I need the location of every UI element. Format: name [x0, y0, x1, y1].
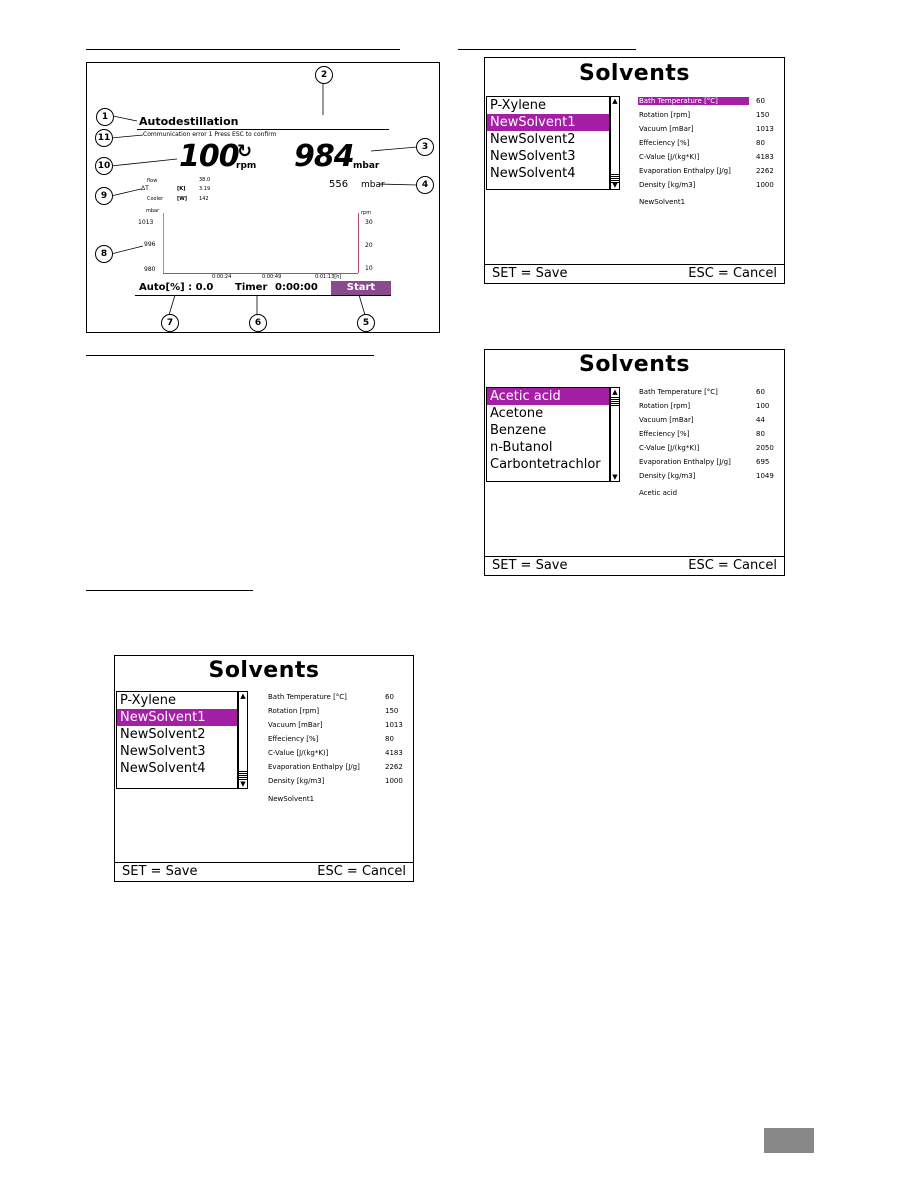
param-label: Evaporation Enthalpy [J/g] [639, 458, 731, 466]
param-label: C-Value [J/(kg*K)] [268, 749, 329, 757]
callout-lines [87, 63, 439, 332]
param-label: Evaporation Enthalpy [J/g] [639, 167, 731, 175]
delta-t-label: ΔT [141, 185, 149, 192]
param-value: 44 [756, 416, 765, 424]
param-value: 2262 [385, 763, 403, 771]
param-value: 80 [385, 735, 394, 743]
param-row [638, 430, 765, 438]
footer-bar [485, 264, 784, 283]
param-row [638, 97, 765, 105]
list-item[interactable]: NewSolvent4 [120, 761, 206, 776]
solvent-name: NewSolvent1 [639, 198, 686, 206]
callout-11: 11 [95, 129, 113, 147]
callout-1: 1 [96, 108, 114, 126]
param-label[interactable]: Bath Temperature [°C] [638, 97, 749, 105]
param-label: Effeciency [%] [639, 139, 690, 147]
param-row [638, 181, 774, 189]
w-unit: [W] [177, 196, 188, 202]
param-value: 4183 [385, 749, 403, 757]
callout-4: 4 [416, 176, 434, 194]
w-value: 142 [199, 196, 209, 202]
pressure-value: 984 [294, 139, 354, 174]
flow-value: 38.0 [199, 177, 211, 183]
list-item[interactable]: Carbontetrachlor [490, 457, 601, 472]
param-value: 1013 [385, 721, 403, 729]
setpoint-unit: mbar [361, 180, 385, 190]
param-value: 60 [385, 693, 394, 701]
solvent-name: Acetic acid [639, 489, 678, 497]
param-row [638, 153, 774, 161]
list-item[interactable]: NewSolvent4 [490, 166, 576, 181]
list-item-selected[interactable]: NewSolvent1 [117, 709, 237, 726]
list-item[interactable]: P-Xylene [490, 98, 547, 113]
param-value: 80 [756, 139, 765, 147]
param-label: Vacuum [mBar] [639, 125, 694, 133]
param-label: Vacuum [mBar] [268, 721, 323, 729]
param-value: 100 [756, 402, 770, 410]
param-value: 1013 [756, 125, 774, 133]
left-tick: 996 [144, 241, 156, 248]
section-rule [86, 590, 253, 591]
page-number-box [764, 1128, 814, 1153]
scroll-up-icon[interactable]: ▲ [612, 97, 618, 105]
save-hint[interactable]: SET = Save [492, 558, 568, 573]
param-row [638, 111, 769, 119]
footer-bar [115, 862, 413, 881]
param-label: C-Value [J/(kg*K)] [639, 153, 700, 161]
callout-5: 5 [357, 314, 375, 332]
param-row [638, 125, 774, 133]
param-row [638, 458, 769, 466]
list-item[interactable]: Acetone [490, 406, 544, 421]
scroll-down-icon[interactable]: ▼ [240, 780, 246, 788]
left-axis-unit: mbar [146, 208, 160, 214]
param-row [638, 167, 774, 175]
param-value: 60 [756, 97, 765, 105]
param-label: Vacuum [mBar] [639, 416, 694, 424]
param-label: Effeciency [%] [639, 430, 690, 438]
param-value: 4183 [756, 153, 774, 161]
param-row [638, 472, 774, 480]
scroll-up-icon[interactable]: ▲ [612, 388, 618, 396]
param-label: Bath Temperature [°C] [639, 388, 718, 396]
k-value: 3.19 [199, 186, 211, 192]
list-item-selected[interactable]: NewSolvent1 [487, 114, 609, 131]
scroll-thumb[interactable] [611, 396, 619, 406]
param-label: Effeciency [%] [268, 735, 319, 743]
k-unit: [K] [177, 186, 186, 192]
error-message: Communication error 1 Press ESC to confirm [143, 131, 277, 138]
list-item-selected[interactable]: Acetic acid [487, 388, 609, 405]
start-button[interactable]: Start [331, 281, 391, 295]
autodestillation-screen [86, 62, 440, 333]
callout-8: 8 [95, 245, 113, 263]
solvents-title: Solvents [578, 352, 691, 377]
param-value: 150 [385, 707, 399, 715]
callout-3: 3 [416, 138, 434, 156]
timer-value: 0:00:00 [275, 282, 318, 293]
param-row [638, 444, 774, 452]
right-tick: 30 [365, 219, 373, 226]
list-scrollbar[interactable] [610, 96, 620, 190]
solvents-screen [114, 655, 414, 882]
param-row [638, 416, 765, 424]
section-rule [458, 49, 636, 50]
solvents-title: Solvents [208, 658, 320, 683]
callout-10: 10 [95, 157, 113, 175]
screen-title: Autodestillation [139, 115, 239, 128]
param-row [267, 749, 403, 757]
list-item[interactable]: NewSolvent3 [490, 149, 576, 164]
scroll-down-icon[interactable]: ▼ [612, 473, 618, 481]
speed-value: 100 [179, 139, 239, 174]
list-item[interactable]: NewSolvent3 [120, 744, 206, 759]
param-value: 80 [756, 430, 765, 438]
list-scrollbar[interactable] [238, 691, 248, 789]
list-scrollbar[interactable] [610, 387, 620, 482]
left-tick: 1013 [138, 219, 154, 226]
param-value: 60 [756, 388, 765, 396]
param-value: 1049 [756, 472, 774, 480]
param-value: 150 [756, 111, 770, 119]
cooler-label: Cooler [147, 196, 164, 202]
param-label: Rotation [rpm] [268, 707, 320, 715]
speed-unit: rpm [236, 161, 257, 171]
param-label: Density [kg/m3] [639, 181, 696, 189]
pressure-unit: mbar [353, 161, 380, 171]
param-label: Evaporation Enthalpy [J/g] [268, 763, 360, 771]
callout-2: 2 [315, 66, 333, 84]
time-tick: 0:00:24 [212, 274, 232, 280]
param-row [267, 707, 398, 715]
param-row [267, 735, 394, 743]
param-row [267, 777, 403, 785]
param-label: Density [kg/m3] [639, 472, 696, 480]
solvent-list[interactable] [116, 691, 238, 789]
param-value: 695 [756, 458, 770, 466]
param-value: 1000 [756, 181, 774, 189]
param-label: C-Value [J/(kg*K)] [639, 444, 700, 452]
list-item[interactable]: NewSolvent2 [490, 132, 576, 147]
section-rule [86, 49, 400, 50]
rotation-icon: ↻ [237, 141, 253, 162]
callout-6: 6 [249, 314, 267, 332]
save-hint[interactable]: SET = Save [122, 864, 198, 879]
solvents-screen [484, 57, 785, 284]
setpoint-value: 556 [329, 179, 349, 190]
param-row [267, 721, 403, 729]
param-row [638, 139, 765, 147]
solvent-name: NewSolvent1 [268, 795, 315, 803]
scroll-down-icon[interactable]: ▼ [612, 181, 618, 189]
solvent-list[interactable] [486, 96, 610, 190]
timer-label: Timer [235, 282, 268, 293]
param-label: Rotation [rpm] [639, 402, 691, 410]
cancel-hint[interactable]: ESC = Cancel [317, 864, 406, 879]
param-value: 1000 [385, 777, 403, 785]
right-tick: 10 [365, 265, 373, 272]
param-row [638, 402, 769, 410]
scroll-thumb[interactable] [239, 770, 247, 780]
solvent-list[interactable] [486, 387, 610, 482]
list-item[interactable]: P-Xylene [120, 693, 177, 708]
callout-9: 9 [95, 187, 113, 205]
param-label: Density [kg/m3] [268, 777, 325, 785]
cancel-hint[interactable]: ESC = Cancel [688, 558, 777, 573]
param-label: Rotation [rpm] [639, 111, 691, 119]
time-tick: 0:01:13[h] [315, 274, 342, 280]
param-row [267, 763, 403, 771]
cancel-hint[interactable]: ESC = Cancel [688, 266, 777, 281]
section-rule [86, 355, 374, 356]
left-tick: 980 [144, 266, 156, 273]
param-row [267, 693, 394, 701]
solvents-screen [484, 349, 785, 576]
param-row [638, 388, 765, 396]
right-tick: 20 [365, 242, 373, 249]
auto-percent: Auto[%] : 0.0 [139, 282, 214, 293]
right-axis-unit: rpm [361, 210, 372, 216]
list-item[interactable]: n-Butanol [490, 440, 553, 455]
list-item[interactable]: Benzene [490, 423, 547, 438]
solvents-title: Solvents [578, 61, 691, 86]
flow-label: flow [147, 178, 158, 184]
callout-7: 7 [161, 314, 179, 332]
footer-bar [485, 556, 784, 575]
scroll-up-icon[interactable]: ▲ [240, 692, 246, 700]
param-label: Bath Temperature [°C] [268, 693, 347, 701]
list-item[interactable]: NewSolvent2 [120, 727, 206, 742]
param-value: 2050 [756, 444, 774, 452]
save-hint[interactable]: SET = Save [492, 266, 568, 281]
time-tick: 0:00:49 [262, 274, 282, 280]
param-value: 2262 [756, 167, 774, 175]
